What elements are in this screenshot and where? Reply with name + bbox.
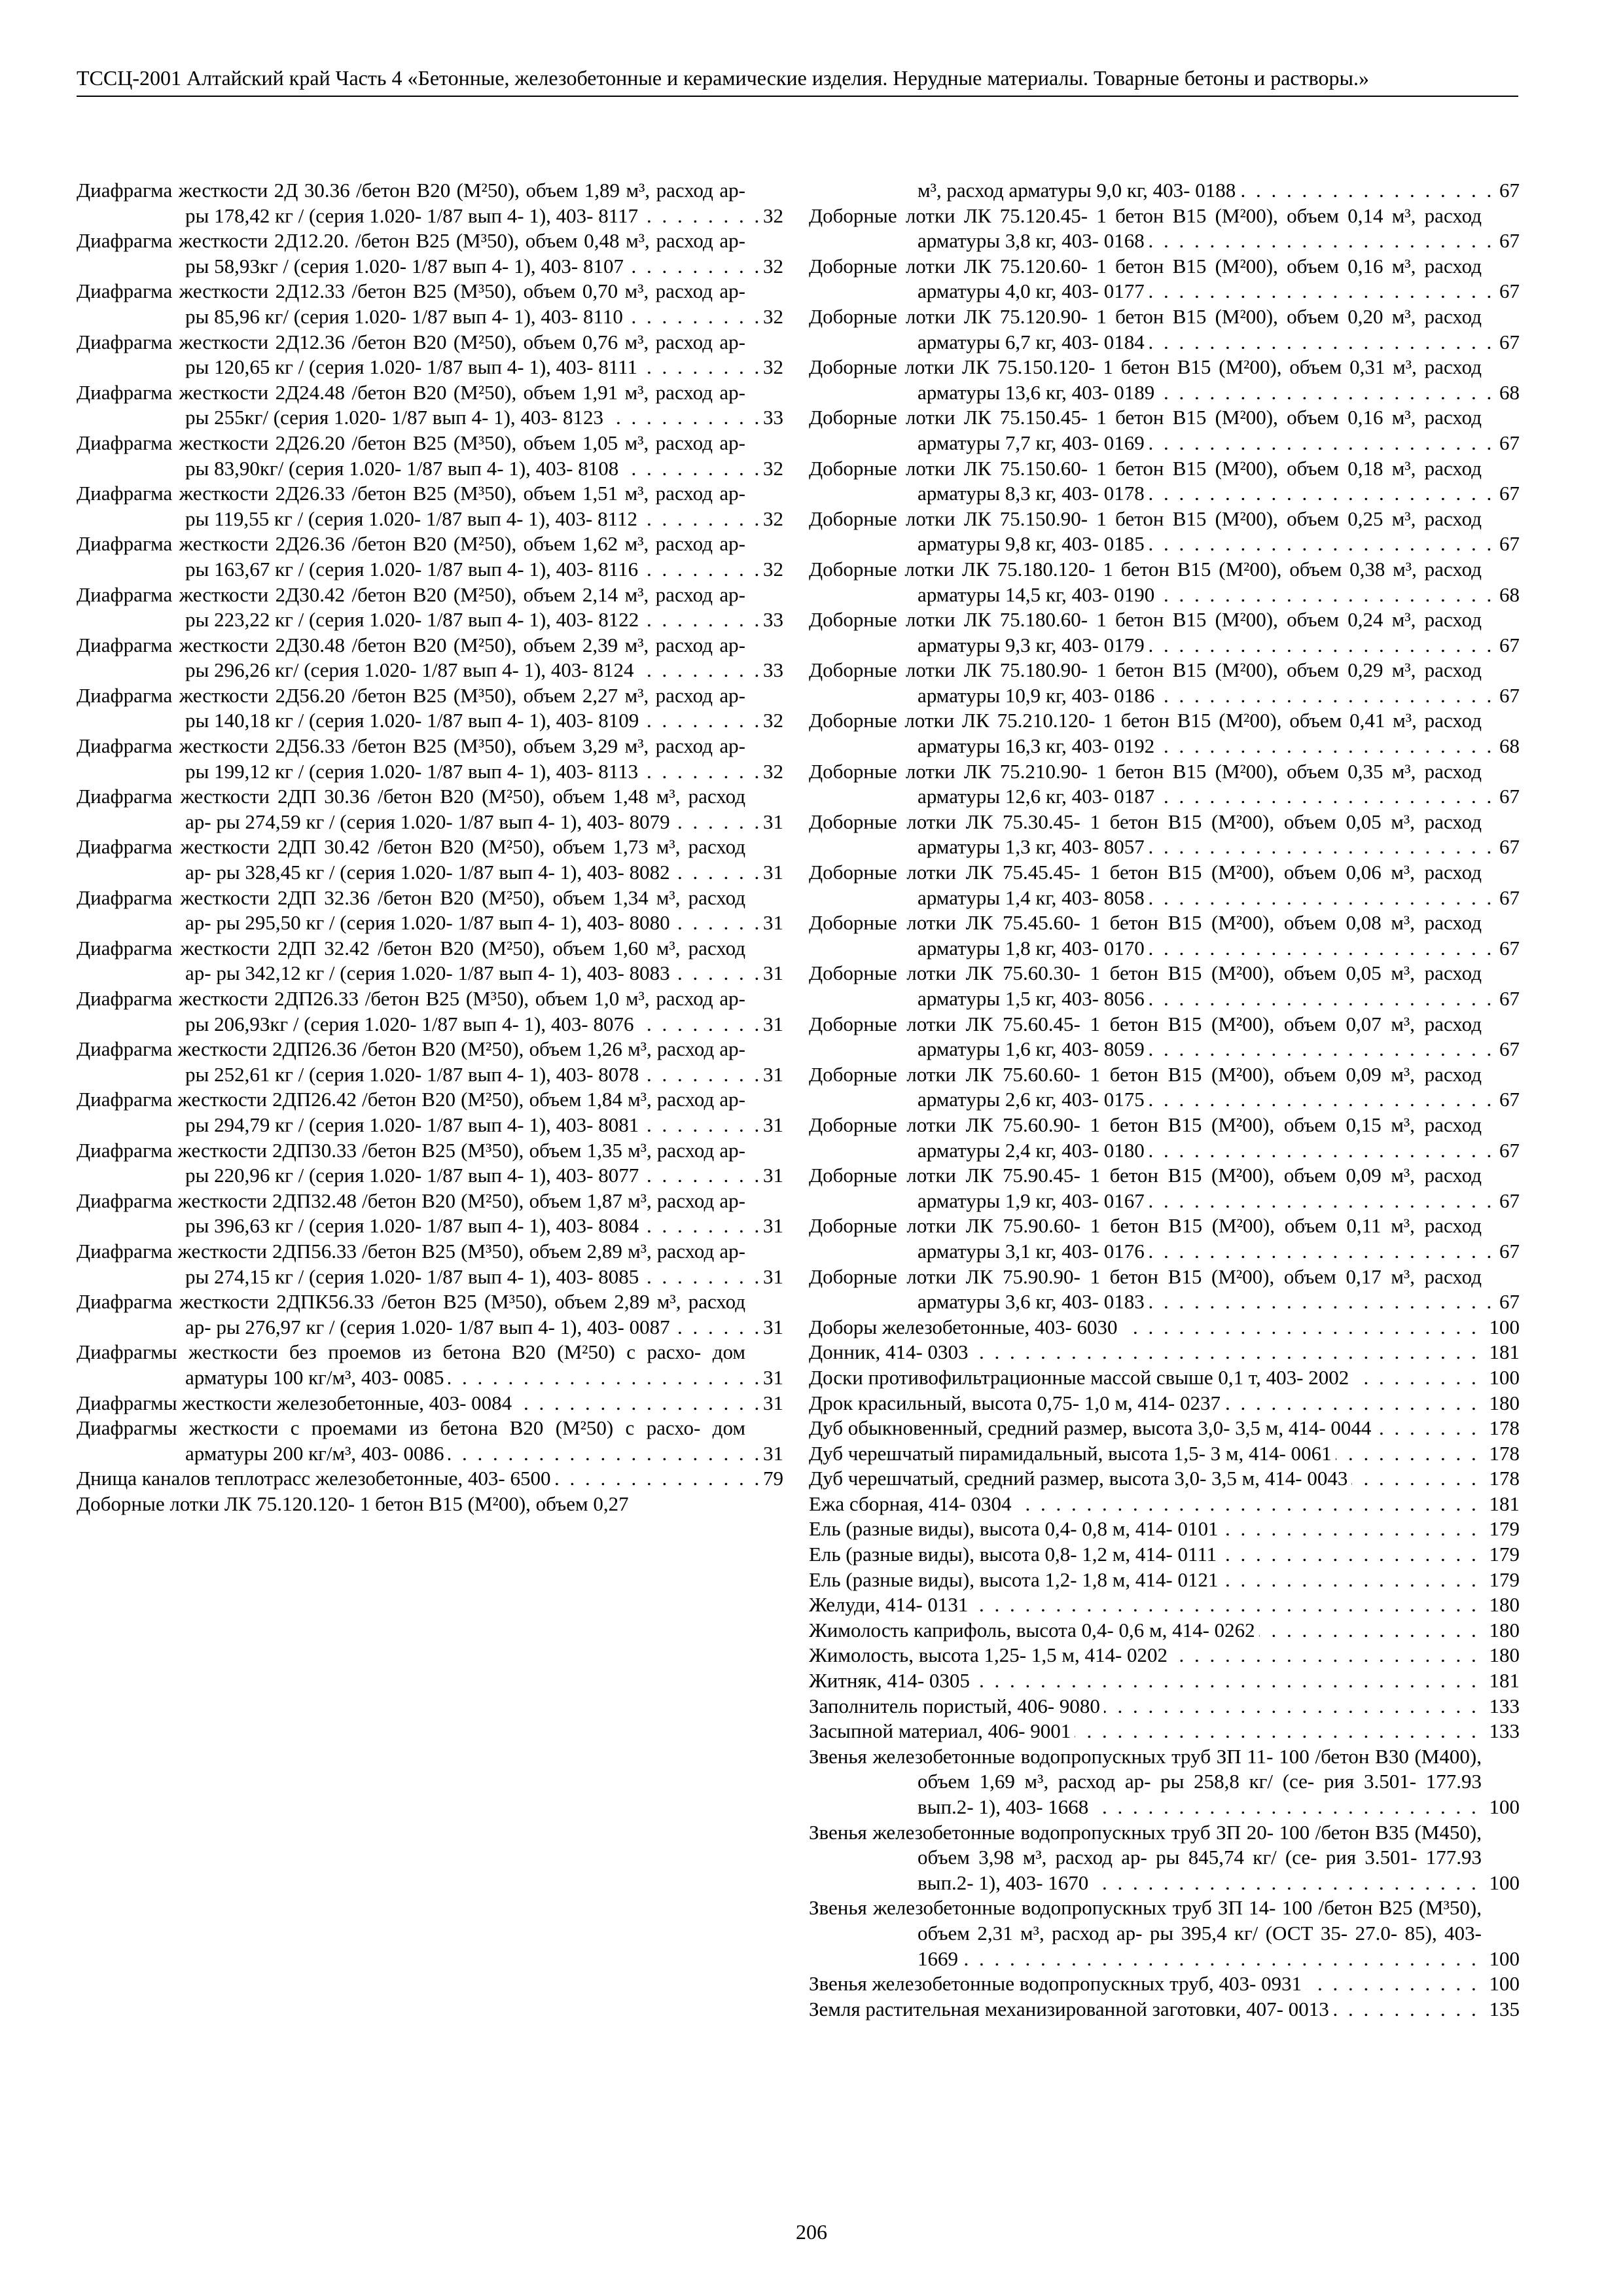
index-entry [77, 1340, 783, 1390]
index-entry-text: Диафрагма жесткости 2Д12.20. /бетон В25 (М³50), объем 0,48 м³, расход ар- ры 58,93кг / (серия 1.020- 1/87 вып 4- 1), 403- 8107 [77, 229, 745, 278]
index-entry [809, 1012, 1520, 1062]
index-entry-page: 31 [759, 1012, 783, 1037]
index-entry-page: 68 [1495, 380, 1520, 406]
index-entry-page: 133 [1486, 1694, 1520, 1719]
index-entry [809, 1315, 1520, 1340]
index-entry-text: Доборные лотки ЛК 75.45.45- 1 бетон В15 (М²00), объем 0,06 м³, расход арматуры 1,4 кг, 403- 8058 [809, 861, 1482, 909]
index-entry-page: 31 [759, 860, 783, 886]
index-entry [809, 1618, 1520, 1643]
index-entry-text: Ель (разные виды), высота 0,4- 0,8 м, 414- 0101 [809, 1517, 1222, 1540]
index-entry [809, 1997, 1520, 2022]
index-entry [77, 1189, 783, 1239]
index-entry [77, 531, 783, 582]
index-entry [809, 1895, 1520, 1971]
index-entry [809, 1668, 1520, 1694]
index-entry [77, 330, 783, 380]
index-entry [809, 1643, 1520, 1668]
index-entry-text: Диафрагма жесткости 2ДП26.33 /бетон В25 (М³50), объем 1,0 м³, расход ар- ры 206,93кг / (серия 1.020- 1/87 вып 4- 1), 403- 8076 [77, 987, 745, 1035]
index-entry [809, 607, 1520, 658]
index-entry [77, 279, 783, 329]
index-entry-text: Доборные лотки ЛК 75.210.90- 1 бетон В15 (М²00), объем 0,35 м³, расход арматуры 12,6 кг, 403- 0187 [809, 759, 1482, 808]
index-entry-page: 33 [759, 607, 783, 633]
index-entry-text: Диафрагма жесткости 2Д30.42 /бетон В20 (М²50), объем 2,14 м³, расход ар- ры 223,22 кг / (серия 1.020- 1/87 вып 4- 1), 403- 8122 [77, 583, 745, 632]
index-entry-page: 100 [1486, 1795, 1520, 1820]
index-entry-text: Диафрагма жесткости 2ДП 30.36 /бетон В20 (М²50), объем 1,48 м³, расход ар- ры 274,59 кг / (серия 1.020- 1/87 вып 4- 1), 403- 8079 [77, 785, 745, 833]
index-entry [809, 1391, 1520, 1416]
index-entry-text: Диафрагма жесткости 2Д24.48 /бетон В20 (М²50), объем 1,91 м³, расход ар- ры 255кг/ (серия 1.020- 1/87 вып 4- 1), 403- 8123 [77, 380, 745, 429]
index-entry-page: 67 [1495, 936, 1520, 961]
index-entry-page: 67 [1495, 178, 1520, 204]
index-entry-page: 31 [759, 910, 783, 936]
index-entry-page: 32 [759, 304, 783, 330]
index-entry-page: 133 [1486, 1719, 1520, 1744]
index-entry-text: Диафрагма жесткости 2Д12.33 /бетон В25 (М³50), объем 0,70 м³, расход ар- ры 85,96 кг/ (серия 1.020- 1/87 вып 4- 1), 403- 8110 [77, 279, 745, 328]
index-entry-page: 67 [1495, 330, 1520, 355]
index-entry-text: Доборные лотки ЛК 75.150.60- 1 бетон В15 (М²00), объем 0,18 м³, расход арматуры 8,3 кг, 403- 0178 [809, 456, 1482, 505]
index-entry-text: Доборные лотки ЛК 75.180.120- 1 бетон В15 (М²00), объем 0,38 м³, расход арматуры 14,5 кг, 403- 0190 [809, 557, 1482, 606]
index-entry-page: 178 [1486, 1466, 1520, 1492]
index-entry [77, 834, 783, 885]
index-entry [809, 1265, 1520, 1315]
index-entry [77, 481, 783, 531]
index-entry-text: Диафрагма жесткости 2ДП56.33 /бетон В25 (М³50), объем 2,89 м³, расход ар- ры 274,15 кг / (серия 1.020- 1/87 вып 4- 1), 403- 8085 [77, 1239, 745, 1288]
index-entry-page: 67 [1495, 1037, 1520, 1062]
index-entry-text: Доборные лотки ЛК 75.180.60- 1 бетон В15 (М²00), объем 0,24 м³, расход арматуры 9,3 кг, 403- 0179 [809, 608, 1482, 656]
index-entry-text: Звенья железобетонные водопропускных труб ЗП 14- 100 /бетон В25 (М³50), объем 2,31 м³, расход ар- ры 395,4 кг/ (ОСТ 35- 27.0- 85), 403- 1669 [809, 1896, 1482, 1970]
index-entry [77, 633, 783, 683]
index-entry-text: Звенья железобетонные водопропускных труб ЗП 20- 100 /бетон В35 (М450), объем 3,98 м³, расход ар- ры 845,74 кг/ (се- рия 3.501- 177.93 вып.2- 1), 403- 1670 [809, 1820, 1482, 1894]
index-column-right [809, 178, 1520, 2022]
index-entry-page: 178 [1486, 1416, 1520, 1441]
index-entry [77, 583, 783, 633]
index-entry-page: 32 [759, 708, 783, 734]
index-entry-page: 67 [1495, 1289, 1520, 1315]
index-entry-page: 67 [1495, 431, 1520, 456]
index-entry-text: Доборные лотки ЛК 75.120.90- 1 бетон В15 (М²00), объем 0,20 м³, расход арматуры 6,7 кг, 403- 0184 [809, 304, 1482, 353]
index-entry-page: 67 [1495, 784, 1520, 810]
index-entry-text: Доборные лотки ЛК 75.60.30- 1 бетон В15 (М²00), объем 0,05 м³, расход арматуры 1,5 кг, 403- 8056 [809, 961, 1482, 1010]
index-entry [809, 1516, 1520, 1542]
index-entry-page: 67 [1495, 1087, 1520, 1113]
index-entry-text: Заполнитель пористый, 406- 9080 [809, 1695, 1104, 1717]
index-entry-text: Доборные лотки ЛК 75.90.45- 1 бетон В15 (М²00), объем 0,09 м³, расход арматуры 1,9 кг, 403- 0167 [809, 1164, 1482, 1212]
index-entry-text: Диафрагма жесткости 2Д56.20 /бетон В25 (М³50), объем 2,27 м³, расход ар- ры 140,18 кг / (серия 1.020- 1/87 вып 4- 1), 403- 8109 [77, 683, 745, 732]
index-entry [809, 1542, 1520, 1568]
index-entry [77, 1466, 783, 1492]
index-entry [77, 1492, 783, 1517]
index-entry-page: 31 [759, 1265, 783, 1290]
index-entry-text: Диафрагма жесткости 2ДП32.48 /бетон В20 (М²50), объем 1,87 м³, расход ар- ры 396,63 кг / (серия 1.020- 1/87 вып 4- 1), 403- 8084 [77, 1189, 745, 1238]
index-entry-page: 67 [1495, 279, 1520, 304]
index-entry-page: 178 [1486, 1441, 1520, 1467]
index-entry-page: 67 [1495, 633, 1520, 658]
index-entry [809, 1213, 1520, 1264]
index-entry [77, 1037, 783, 1087]
index-entry-text: Диафрагма жесткости 2Д56.33 /бетон В25 (М³50), объем 3,29 м³, расход ар- ры 199,12 кг / (серия 1.020- 1/87 вып 4- 1), 403- 8113 [77, 734, 745, 783]
index-entry [809, 961, 1520, 1011]
index-entry-page: 32 [759, 507, 783, 532]
index-entry [809, 1492, 1520, 1517]
index-entry-page: 179 [1486, 1568, 1520, 1593]
index-entry-text: Доборные лотки ЛК 75.60.60- 1 бетон В15 (М²00), объем 0,09 м³, расход арматуры 2,6 кг, 403- 0175 [809, 1062, 1482, 1111]
index-entry-page: 31 [759, 1213, 783, 1239]
index-entry-page: 100 [1486, 1946, 1520, 1972]
index-entry-page: 31 [759, 1391, 783, 1416]
index-entry-page: 67 [1495, 481, 1520, 507]
index-entry-page: 32 [759, 759, 783, 785]
index-entry-page: 31 [759, 1062, 783, 1088]
index-entry-page: 181 [1486, 1492, 1520, 1517]
running-header: ТССЦ-2001 Алтайский край Часть 4 «Бетонные, железобетонные и керамические изделия. Нерудные материалы. Товарные бетоны и растворы.» [77, 65, 1518, 97]
index-entry-page: 31 [759, 810, 783, 835]
index-entry-text: Ежа сборная, 414- 0304 [809, 1492, 1015, 1515]
index-entry [809, 304, 1520, 355]
index-entry-page: 31 [759, 961, 783, 986]
index-entry [77, 1239, 783, 1289]
index-entry-page: 181 [1486, 1668, 1520, 1694]
index-entry [809, 1592, 1520, 1618]
index-entry [809, 1365, 1520, 1391]
index-entry-page: 32 [759, 204, 783, 229]
index-entry [77, 431, 783, 481]
index-entry-text: Ель (разные виды), высота 1,2- 1,8 м, 414- 0121 [809, 1568, 1222, 1591]
index-entry-text: Доборные лотки ЛК 75.60.90- 1 бетон В15 (М²00), объем 0,15 м³, расход арматуры 2,4 кг, 403- 0180 [809, 1113, 1482, 1162]
index-entry [809, 1416, 1520, 1441]
index-entry-text: Диафрагма жесткости 2ДП30.33 /бетон В25 (М³50), объем 1,35 м³, расход ар- ры 220,96 кг / (серия 1.020- 1/87 вып 4- 1), 403- 8077 [77, 1138, 745, 1187]
index-entry-page: 67 [1495, 834, 1520, 860]
index-entry-text: Диафрагмы жесткости железобетонные, 403- 0084 [77, 1391, 516, 1414]
index-entry-page: 180 [1486, 1618, 1520, 1643]
index-entry-text: Доборы железобетонные, 403- 6030 [809, 1316, 1122, 1338]
index-entry-page: 79 [759, 1466, 783, 1492]
index-entry [77, 1087, 783, 1138]
index-entry-page: 31 [759, 1315, 783, 1340]
index-entry-page: 135 [1486, 1997, 1520, 2022]
index-entry-text: Диафрагма жесткости 2Д26.20 /бетон В25 (М³50), объем 1,05 м³, расход ар- ры 83,90кг/ (серия 1.020- 1/87 вып 4- 1), 403- 8108 [77, 431, 745, 480]
index-entry [809, 1744, 1520, 1820]
index-entry-text: Дрок красильный, высота 0,75- 1,0 м, 414- 0237 [809, 1391, 1224, 1414]
index-entry [809, 178, 1520, 204]
index-entry-text: Доборные лотки ЛК 75.120.120- 1 бетон В15 (М²00), объем 0,27 [77, 1492, 633, 1515]
index-entry [809, 405, 1520, 456]
index-entry-page: 33 [759, 658, 783, 683]
index-entry [809, 708, 1520, 759]
index-entry [77, 936, 783, 986]
index-entry-text: Жимолость, высота 1,25- 1,5 м, 414- 0202 [809, 1643, 1171, 1666]
dot-leader [918, 1592, 1520, 1618]
index-entry-page: 68 [1495, 734, 1520, 759]
index-entry-text: Доборные лотки ЛК 75.60.45- 1 бетон В15 (М²00), объем 0,07 м³, расход арматуры 1,6 кг, 403- 8059 [809, 1012, 1482, 1061]
index-entry-page: 32 [759, 355, 783, 380]
index-entry [77, 886, 783, 936]
index-entry-text: Доборные лотки ЛК 75.180.90- 1 бетон В15 (М²00), объем 0,29 м³, расход арматуры 10,9 кг, 403- 0186 [809, 658, 1482, 707]
index-entry-page: 67 [1495, 683, 1520, 709]
index-entry [77, 734, 783, 784]
index-entry-text: Доборные лотки ЛК 75.90.60- 1 бетон В15 (М²00), объем 0,11 м³, расход арматуры 3,1 кг, 403- 0176 [809, 1214, 1482, 1263]
index-entry-text: Диафрагма жесткости 2Д30.48 /бетон В20 (М²50), объем 2,39 м³, расход ар- ры 296,26 кг/ (серия 1.020- 1/87 вып 4- 1), 403- 8124 [77, 633, 745, 682]
index-entry-page: 33 [759, 405, 783, 431]
index-entry-text: Диафрагма жесткости 2ДП26.36 /бетон В20 (М²50), объем 1,26 м³, расход ар- ры 252,61 кг / (серия 1.020- 1/87 вып 4- 1), 403- 8078 [77, 1037, 745, 1086]
index-entry-text: Доборные лотки ЛК 75.30.45- 1 бетон В15 (М²00), объем 0,05 м³, расход арматуры 1,3 кг, 403- 8057 [809, 810, 1482, 859]
index-entry-page: 179 [1486, 1516, 1520, 1542]
index-entry [77, 784, 783, 834]
index-entry [809, 1820, 1520, 1896]
index-entry-text: Доборные лотки ЛК 75.45.60- 1 бетон В15 (М²00), объем 0,08 м³, расход арматуры 1,8 кг, 403- 0170 [809, 911, 1482, 960]
index-entry-page: 180 [1486, 1643, 1520, 1668]
index-entry-page: 31 [759, 1163, 783, 1189]
dot-leader [918, 1946, 1520, 1972]
index-entry-page: 31 [759, 1113, 783, 1138]
index-entry-page: 100 [1486, 1971, 1520, 1997]
index-entry-text: Ель (разные виды), высота 0,8- 1,2 м, 414- 0111 [809, 1543, 1221, 1566]
index-entry [809, 254, 1520, 304]
index-entry-text: Днища каналов теплотрасс железобетонные, 403- 6500 [77, 1467, 555, 1490]
index-entry-text: Диафрагма жесткости 2Д26.33 /бетон В25 (М³50), объем 1,51 м³, расход ар- ры 119,55 кг / (серия 1.020- 1/87 вып 4- 1), 403- 8112 [77, 482, 745, 530]
index-column-left [77, 178, 783, 1516]
index-entry [77, 228, 783, 279]
index-entry-page: 179 [1486, 1542, 1520, 1568]
index-entry [809, 1466, 1520, 1492]
index-entry [809, 759, 1520, 810]
index-entry-text: Диафрагма жесткости 2ДП 32.42 /бетон В20 (М²50), объем 1,60 м³, расход ар- ры 342,12 кг / (серия 1.020- 1/87 вып 4- 1), 403- 8083 [77, 936, 745, 985]
index-entry [809, 456, 1520, 507]
index-entry-page: 67 [1495, 1239, 1520, 1265]
index-entry [809, 860, 1520, 910]
index-entry [77, 1289, 783, 1340]
index-entry-text: Желуди, 414- 0131 [809, 1593, 972, 1616]
index-entry-text: Жимолость каприфоль, высота 0,4- 0,6 м, 414- 0262 [809, 1619, 1259, 1641]
index-entry [809, 507, 1520, 557]
index-entry-page: 181 [1486, 1340, 1520, 1365]
index-entry-page: 180 [1486, 1592, 1520, 1618]
index-entry [809, 557, 1520, 607]
index-entry-text: Дуб черешчатый, средний размер, высота 3,0- 3,5 м, 414- 0043 [809, 1467, 1351, 1490]
index-entry [809, 810, 1520, 860]
index-entry-page: 32 [759, 254, 783, 279]
index-entry-text: Диафрагмы жесткости без проемов из бетона В20 (М²50) с расхо- дом арматуры 100 кг/м³, 403- 0085 [77, 1340, 745, 1389]
index-entry-text: Житняк, 414- 0305 [809, 1669, 974, 1692]
index-entry-page: 31 [759, 1365, 783, 1391]
index-entry [77, 1391, 783, 1416]
index-entry [77, 986, 783, 1037]
index-entry [809, 1340, 1520, 1365]
index-entry [809, 910, 1520, 961]
index-entry-text: Доборные лотки ЛК 75.210.120- 1 бетон В15 (М²00), объем 0,41 м³, расход арматуры 16,3 кг, 403- 0192 [809, 709, 1482, 758]
index-entry-page: 67 [1495, 886, 1520, 911]
index-entry [809, 1062, 1520, 1113]
index-entry [77, 178, 783, 228]
index-entry-text: Доборные лотки ЛК 75.150.120- 1 бетон В15 (М²00), объем 0,31 м³, расход арматуры 13,6 кг, 403- 0189 [809, 355, 1482, 404]
index-entry-page: 100 [1486, 1871, 1520, 1896]
index-entry-text: Диафрагма жесткости 2ДП26.42 /бетон В20 (М²50), объем 1,84 м³, расход ар- ры 294,79 кг / (серия 1.020- 1/87 вып 4- 1), 403- 8081 [77, 1088, 745, 1136]
index-entry-text: Дуб обыкновенный, средний размер, высота 3,0- 3,5 м, 414- 0044 [809, 1416, 1375, 1439]
index-entry-text: Доборные лотки ЛК 75.150.45- 1 бетон В15 (М²00), объем 0,16 м³, расход арматуры 7,7 кг, 403- 0169 [809, 406, 1482, 454]
index-entry [809, 1568, 1520, 1593]
index-entry-page: 67 [1495, 1138, 1520, 1164]
index-entry [809, 1113, 1520, 1163]
index-entry-text: Звенья железобетонные водопропускных труб ЗП 11- 100 /бетон В30 (М400), объем 1,69 м³, расход ар- ры 258,8 кг/ (се- рия 3.501- 177.93 вып.2- 1), 403- 1668 [809, 1744, 1482, 1818]
index-entry [77, 1138, 783, 1189]
index-entry-text: Засыпной материал, 406- 9001 [809, 1719, 1075, 1742]
index-entry-text: Доски противофильтрационные массой свыше 0,1 т, 403- 2002 [809, 1366, 1353, 1389]
index-entry-text: Доборные лотки ЛК 75.90.90- 1 бетон В15 (М²00), объем 0,17 м³, расход арматуры 3,6 кг, 403- 0183 [809, 1265, 1482, 1314]
dot-leader [918, 1340, 1520, 1365]
page-number: 206 [796, 2220, 827, 2244]
index-entry-text: Донник, 414- 0303 [809, 1340, 972, 1363]
index-entry-text: Дуб черешчатый пирамидальный, высота 1,5- 3 м, 414- 0061 [809, 1442, 1336, 1465]
index-entry [809, 1694, 1520, 1719]
index-entry-text: м³, расход арматуры 9,0 кг, 403- 0188 [918, 179, 1240, 202]
index-entry [809, 658, 1520, 708]
index-entry-page: 100 [1486, 1315, 1520, 1340]
index-entry-text: Доборные лотки ЛК 75.150.90- 1 бетон В15 (М²00), объем 0,25 м³, расход арматуры 9,8 кг, 403- 0185 [809, 507, 1482, 556]
index-entry-text: Диафрагма жесткости 2Д26.36 /бетон В20 (М²50), объем 1,62 м³, расход ар- ры 163,67 кг / (серия 1.020- 1/87 вып 4- 1), 403- 8116 [77, 532, 745, 581]
index-entry-text: Диафрагма жесткости 2Д 30.36 /бетон В20 (М²50), объем 1,89 м³, расход ар- ры 178,42 кг / (серия 1.020- 1/87 вып 4- 1), 403- 8117 [77, 179, 745, 227]
index-entry [809, 204, 1520, 254]
index-entry-page: 100 [1486, 1365, 1520, 1391]
index-entry-page: 67 [1495, 1189, 1520, 1214]
dot-leader [918, 1668, 1520, 1694]
index-entry-page: 32 [759, 557, 783, 583]
index-entry-page: 67 [1495, 228, 1520, 254]
index-entry-text: Диафрагма жесткости 2Д12.36 /бетон В20 (М²50), объем 0,76 м³, расход ар- ры 120,65 кг / (серия 1.020- 1/87 вып 4- 1), 403- 8111 [77, 330, 745, 379]
index-entry-page: 31 [759, 1441, 783, 1467]
index-entry-text: Диафрагма жесткости 2ДП 30.42 /бетон В20 (М²50), объем 1,73 м³, расход ар- ры 328,45 кг / (серия 1.020- 1/87 вып 4- 1), 403- 8082 [77, 835, 745, 884]
index-entry-page: 67 [1495, 531, 1520, 557]
index-entry-text: Диафрагмы жесткости с проемами из бетона В20 (М²50) с расхо- дом арматуры 200 кг/м³, 403- 0086 [77, 1416, 745, 1465]
index-entry-page: 180 [1486, 1391, 1520, 1416]
index-entry-text: Звенья железобетонные водопропускных труб, 403- 0931 [809, 1972, 1306, 1995]
index-entry-page: 68 [1495, 583, 1520, 608]
index-entry-text: Доборные лотки ЛК 75.120.60- 1 бетон В15 (М²00), объем 0,16 м³, расход арматуры 4,0 кг, 403- 0177 [809, 254, 1482, 303]
index-entry [809, 1719, 1520, 1744]
index-entry-text: Диафрагма жесткости 2ДПК56.33 /бетон В25 (М³50), объем 2,89 м³, расход ар- ры 276,97 кг / (серия 1.020- 1/87 вып 4- 1), 403- 0087 [77, 1290, 745, 1338]
index-entry [809, 1971, 1520, 1997]
index-entry [77, 380, 783, 431]
index-entry [77, 1416, 783, 1466]
index-entry [809, 1163, 1520, 1213]
index-entry-text: Земля растительная механизированной заготовки, 407- 0013 [809, 1998, 1333, 2020]
index-entry [77, 683, 783, 734]
index-entry-page: 32 [759, 456, 783, 482]
index-entry [809, 355, 1520, 405]
index-entry [809, 1441, 1520, 1467]
index-entry-text: Диафрагма жесткости 2ДП 32.36 /бетон В20 (М²50), объем 1,34 м³, расход ар- ры 295,50 кг / (серия 1.020- 1/87 вып 4- 1), 403- 8080 [77, 886, 745, 935]
index-entry-page: 67 [1495, 986, 1520, 1012]
index-entry-text: Доборные лотки ЛК 75.120.45- 1 бетон В15 (М²00), объем 0,14 м³, расход арматуры 3,8 кг, 403- 0168 [809, 204, 1482, 253]
